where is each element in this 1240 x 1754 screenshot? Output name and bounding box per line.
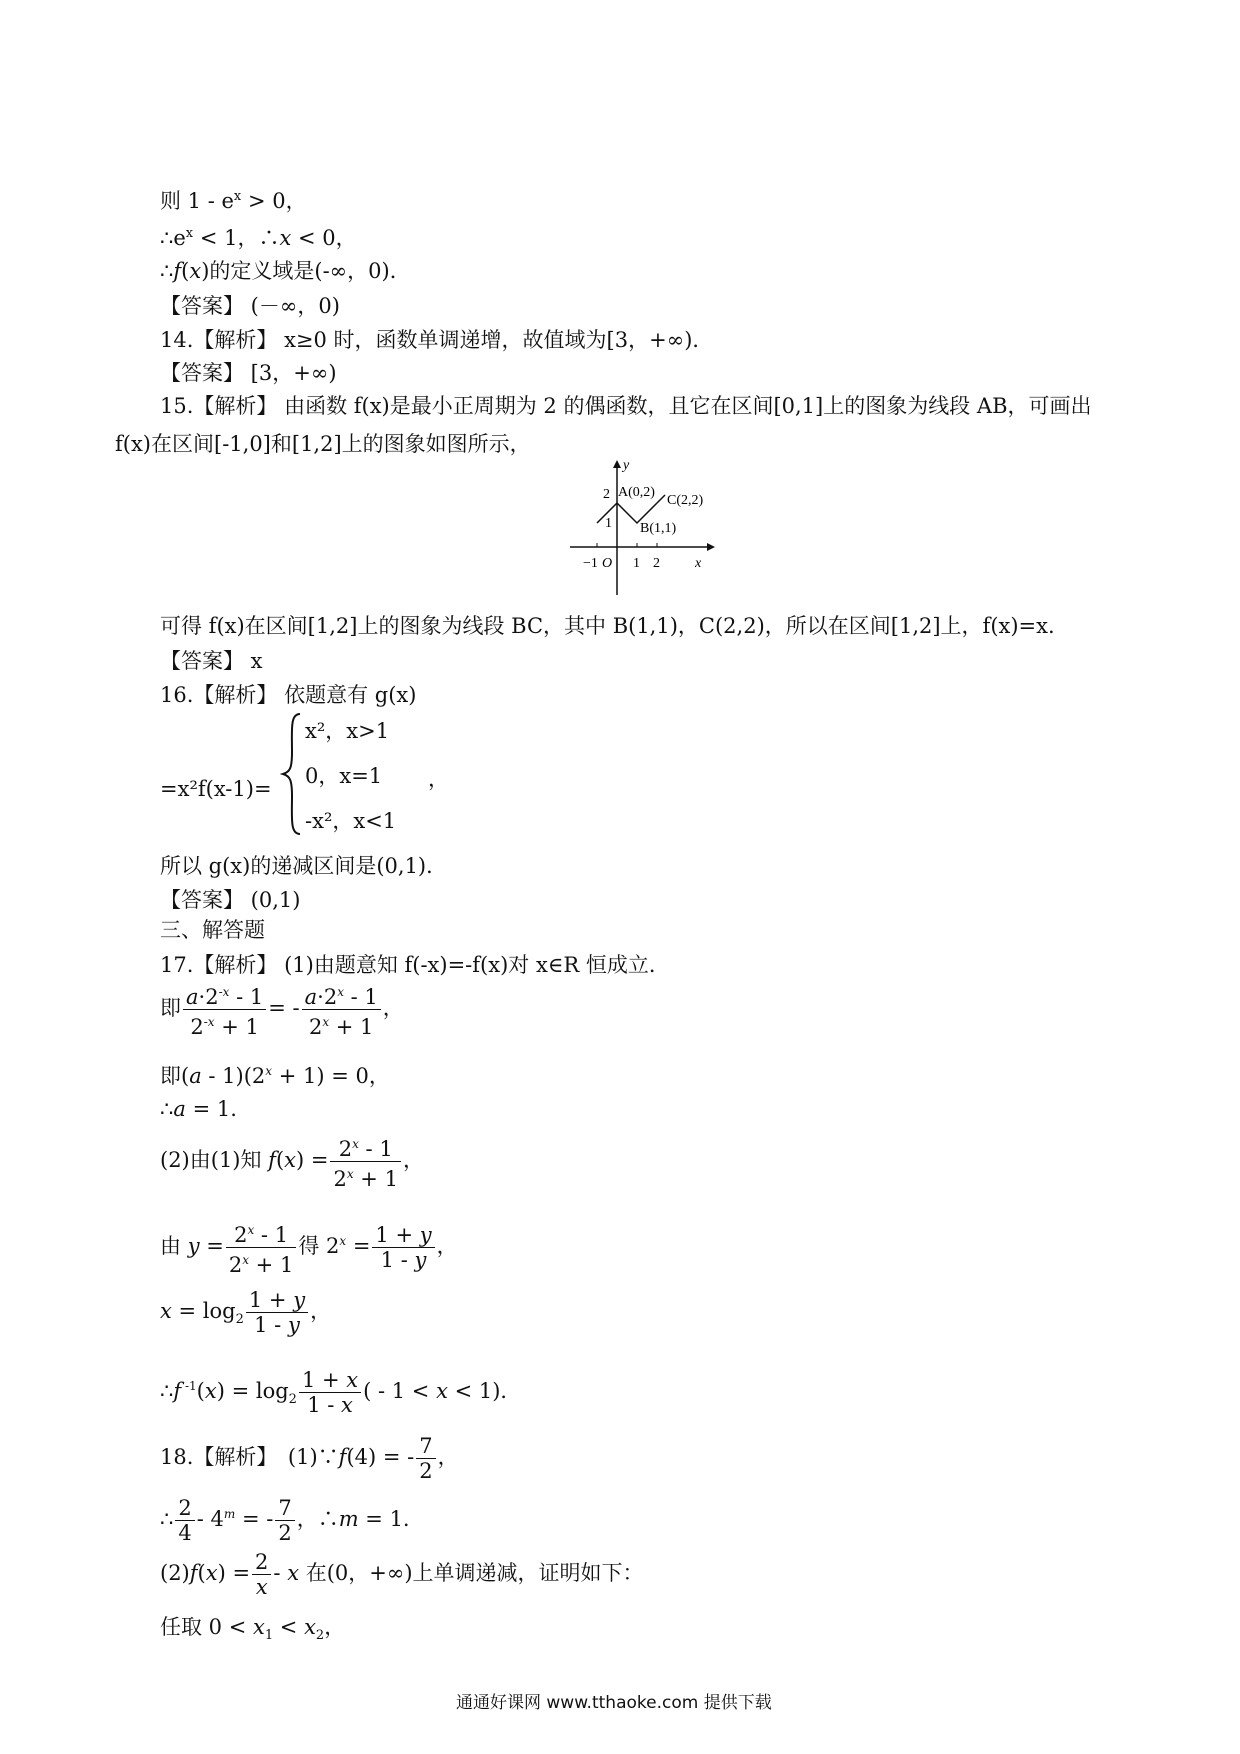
y-axis-arrow [613,460,621,468]
piecewise-left: =x²f(x-1)= [160,777,272,801]
piece-3: -x²，x<1 [305,809,397,833]
section-heading: 三、解答题 [160,918,265,942]
function-graph [565,455,725,603]
equation-line: 由 y = $\frac{2^x - 1}{2^x + 1}$ 得 $2^x$ = $\frac{1 + y}{1 - y}$ ， [160,1218,458,1277]
equation-line: ∴a = 1. [160,1097,237,1121]
equation-line: 任取 $0 < x_1 < x_2$， [160,1615,346,1644]
solution-line: f(x)在区间[-1,0]和[1,2]上的图象如图所示， [115,432,531,456]
equation-line: 即$(a - 1)(2^x + 1) = 0$， [160,1064,390,1088]
y-axis-label: y [623,458,630,473]
analysis-line: 18.【解析】 (1)∵f(4) = - $\frac{7}{2}$ ， [160,1434,459,1483]
tick-label-2: 2 [653,556,660,571]
x-axis-label: x [695,556,702,571]
answer-line: 【答案】 [3，+∞) [160,361,337,385]
origin-label: O [602,556,613,571]
point-label-b: B(1,1) [640,521,677,536]
analysis-line: 15.【解析】 由函数 f(x)是最小正周期为 2 的偶函数，且它在区间[0,1]上的图象为线段 AB，可画出 [160,394,1092,418]
page-footer: 通通好课网 www.tthaoke.com 提供下载 [456,1693,772,1713]
equation-line: (2)f(x) = $\frac{2}{x}$ - x 在(0，+∞)上单调递减，证明如下： [160,1550,644,1599]
answer-line: 【答案】 (0,1) [160,888,301,912]
equation-line: ∴ $\frac{2}{4}$ - $4^m$ = - $\frac{7}{2}$ ，∴m = 1. [160,1496,410,1545]
x-axis-arrow [707,543,715,551]
solution-line: 可得 f(x)在区间[1,2]上的图象为线段 BC，其中 B(1,1)，C(2,2)，所以在区间[1,2]上，f(x)=x. [160,614,1055,638]
solution-line: 则 $1 - e^x > 0$， [160,189,307,213]
equation-line: ∴f $^{-1}(x) = \log_2$ $\frac{1 + x}{1 - x}$ ( - 1 < x < 1)． [160,1368,522,1417]
tick-label-neg1: −1 [583,556,598,571]
analysis-line: 14.【解析】 x≥0 时，函数单调递增，故值域为[3，+∞)． [160,328,714,352]
y-tick-label-2: 2 [603,487,610,502]
point-label-a: A(0,2) [618,485,655,500]
point-label-c: C(2,2) [667,493,704,508]
tick-label-1: 1 [633,556,640,571]
analysis-line: 16.【解析】 依题意有 g(x) [160,683,417,707]
piece-2: 0，x=1 [305,764,383,788]
solution-line: $\therefore e^x < 1$，∴x < 0， [160,226,357,250]
piecewise-comma: ， [428,767,449,791]
answer-line: 【答案】 x [160,649,263,673]
equation-line: 即 $\frac{a\cdot 2^{-x} - 1}{2^{-x} + 1}$ = - $\frac{a\cdot 2^x - 1}{2^x + 1}$ ， [160,980,404,1039]
analysis-line: 17.【解析】 (1)由题意知 f(-x)=-f(x)对 x∈R 恒成立． [160,953,670,977]
solution-line: 所以 g(x)的递减区间是(0,1)． [160,854,448,878]
equation-line: $x = \log_2$ $\frac{1 + y}{1 - y}$ ， [160,1288,332,1337]
y-tick-label-1: 1 [605,516,612,531]
solution-line: ∴f(x)的定义域是(-∞，0)． [160,259,411,283]
answer-line: 【答案】 (－∞，0) [160,294,340,318]
graph-line-ext [657,495,665,503]
equation-line: (2)由(1)知 f(x) = $\frac{2^x - 1}{2^x + 1}$ ， [160,1132,424,1191]
piece-1: x²，x>1 [305,719,390,743]
left-brace [280,712,304,836]
